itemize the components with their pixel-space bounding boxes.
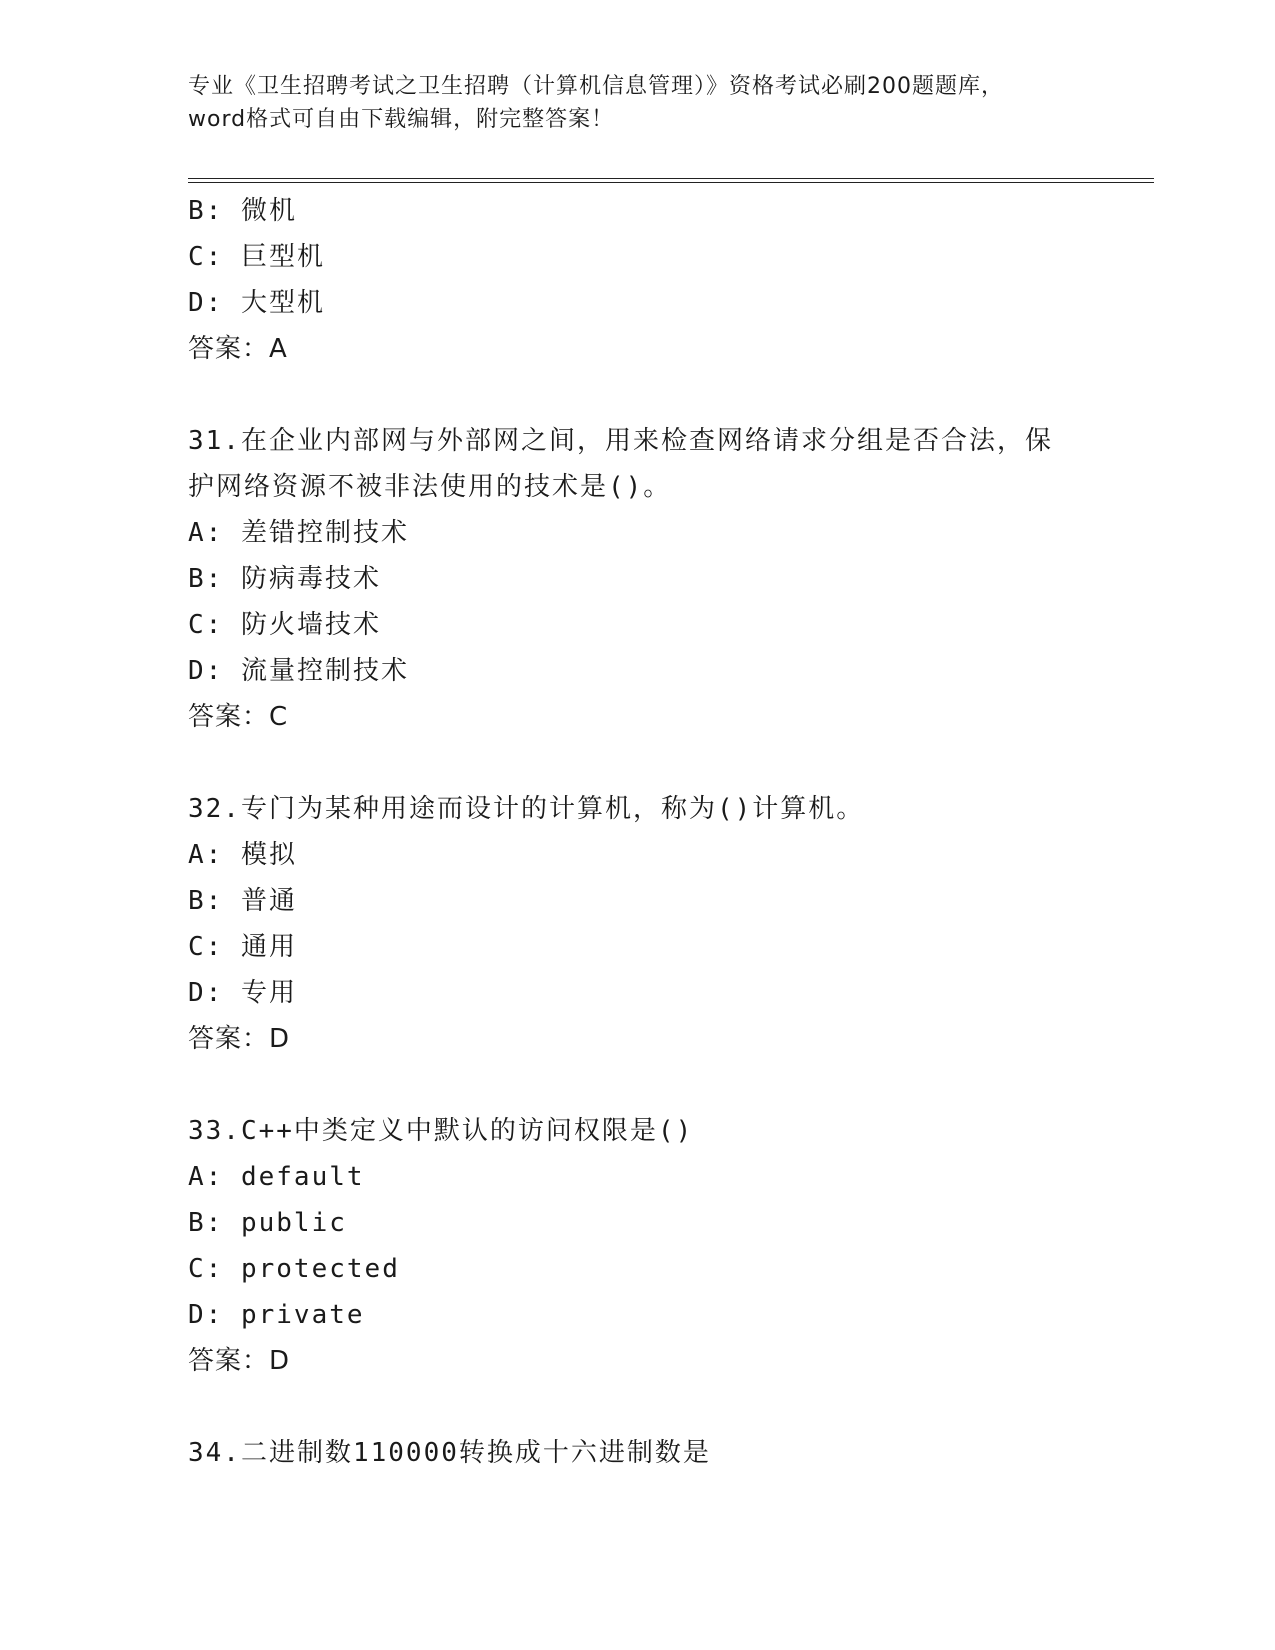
- header-rule-bottom: [188, 182, 1154, 183]
- option-letter: D:: [188, 656, 224, 686]
- option-c: [188, 924, 1088, 970]
- option-text: 专用: [240, 978, 297, 1008]
- option-text: 普通: [240, 886, 297, 916]
- option-text: 防火墙技术: [240, 610, 381, 640]
- option-d: [188, 280, 1088, 326]
- question-stem-line-2: 护网络资源不被非法使用的技术是()。: [188, 472, 672, 502]
- header-line-2: word格式可自由下载编辑，附完整答案！: [188, 107, 615, 132]
- option-letter: B:: [188, 564, 224, 594]
- option-a: [188, 510, 1088, 556]
- question-32: [188, 786, 1088, 1062]
- question-stem-line-1: 32.专门为某种用途而设计的计算机，称为()计算机。: [188, 794, 865, 824]
- header-rule-top: [188, 178, 1154, 179]
- option-c: [188, 1246, 1088, 1292]
- option-b: [188, 188, 1088, 234]
- option-text: 大型机: [240, 288, 325, 318]
- option-a: [188, 1154, 1088, 1200]
- answer: 答案：A: [188, 334, 288, 364]
- option-d: [188, 648, 1088, 694]
- question-stem-line-1: 31.在企业内部网与外部网之间，用来检查网络请求分组是否合法，保: [188, 426, 1053, 456]
- question-31: [188, 418, 1088, 740]
- option-text: 巨型机: [240, 242, 325, 272]
- option-a: [188, 832, 1088, 878]
- option-text: default: [240, 1162, 365, 1192]
- option-letter: B:: [188, 196, 224, 226]
- option-d: [188, 1292, 1088, 1338]
- option-c: [188, 234, 1088, 280]
- question-33: [188, 1108, 1088, 1384]
- option-letter: D:: [188, 288, 224, 318]
- option-text: 微机: [240, 196, 297, 226]
- option-text: 流量控制技术: [240, 656, 409, 686]
- option-c: [188, 602, 1088, 648]
- question-stem-line-1: 33.C++中类定义中默认的访问权限是(): [188, 1116, 694, 1146]
- option-letter: D:: [188, 978, 224, 1008]
- option-letter: C:: [188, 242, 224, 272]
- option-letter: A:: [188, 1162, 224, 1192]
- header-line-1: 专业《卫生招聘考试之卫生招聘（计算机信息管理）》资格考试必刷200题题库，: [188, 74, 1004, 99]
- answer: 答案：C: [188, 702, 289, 732]
- option-letter: A:: [188, 518, 224, 548]
- option-text: 通用: [240, 932, 297, 962]
- answer: 答案：D: [188, 1024, 291, 1054]
- option-letter: B:: [188, 886, 224, 916]
- option-text: protected: [240, 1254, 400, 1284]
- answer: 答案：D: [188, 1346, 291, 1376]
- option-text: 模拟: [240, 840, 297, 870]
- question-stem-line-1: 34.二进制数110000转换成十六进制数是: [188, 1438, 711, 1468]
- option-text: 差错控制技术: [240, 518, 409, 548]
- document-header: [188, 70, 1088, 136]
- option-letter: A:: [188, 840, 224, 870]
- option-letter: C:: [188, 1254, 224, 1284]
- option-b: [188, 878, 1088, 924]
- document-body: [188, 188, 1088, 1476]
- option-b: [188, 1200, 1088, 1246]
- question-34: [188, 1430, 1088, 1476]
- option-b: [188, 556, 1088, 602]
- option-text: public: [240, 1208, 347, 1238]
- option-d: [188, 970, 1088, 1016]
- option-letter: C:: [188, 610, 224, 640]
- prev-question: [188, 188, 1088, 372]
- option-letter: B:: [188, 1208, 224, 1238]
- option-text: private: [240, 1300, 365, 1330]
- option-text: 防病毒技术: [240, 564, 381, 594]
- option-letter: D:: [188, 1300, 224, 1330]
- option-letter: C:: [188, 932, 224, 962]
